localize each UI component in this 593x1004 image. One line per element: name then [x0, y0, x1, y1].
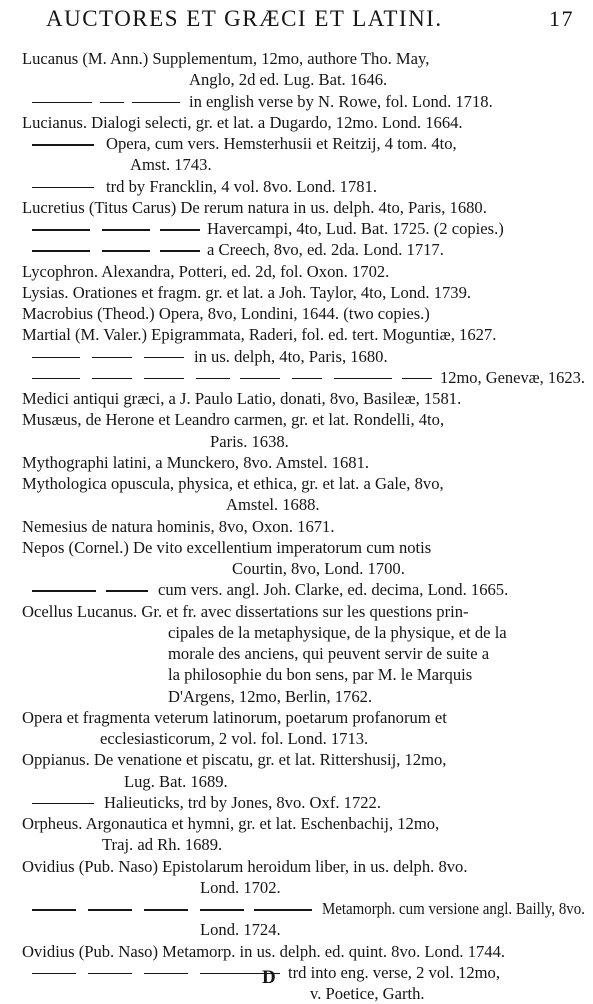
entry-text: Musæus, de Herone et Leandro carmen, gr. et lat. Rondelli, 4to,: [22, 410, 445, 430]
entry-line: [0, 409, 593, 430]
entry-text: Lucanus (M. Ann.) Supplementum, 12mo, authore Tho. May,: [22, 49, 430, 68]
entry-line: [0, 197, 593, 218]
entry-line: [0, 176, 593, 197]
entry-text: Metamorph. cum versione angl. Bailly, 8vo.: [322, 899, 585, 918]
ditto-rule: [32, 973, 76, 975]
entry-line: [0, 664, 593, 685]
entry-text: Havercampi, 4to, Lud. Bat. 1725. (2 copies.): [207, 219, 504, 238]
entry-line: [0, 388, 593, 409]
entry-text: morale des anciens, qui peuvent servir de suite a: [168, 644, 490, 663]
ditto-rule: [132, 102, 180, 104]
entry-line: [0, 813, 593, 834]
entry-line: [0, 919, 593, 940]
entry-text: Amstel. 1688.: [226, 495, 320, 515]
running-title: AUCTORES ET GRÆCI ET LATINI.: [46, 6, 443, 31]
ditto-rule: [254, 909, 312, 911]
entry-text: Paris. 1638.: [210, 431, 289, 451]
entry-text: Lond. 1702.: [200, 877, 281, 897]
entry-line: [0, 558, 593, 579]
entry-line: [0, 112, 593, 133]
ditto-rule: [102, 229, 150, 231]
ditto-rule: [334, 378, 392, 380]
entry-text: Macrobius (Theod.) Opera, 8vo, Londini, 1644. (two copies.): [22, 304, 430, 323]
signature-mark: D: [262, 967, 276, 988]
ditto-rule: [292, 378, 322, 380]
entry-text: Lycophron. Alexandra, Potteri, ed. 2d, fol. Oxon. 1702.: [22, 261, 390, 281]
entry-line: [0, 324, 593, 345]
running-header: [0, 4, 593, 40]
entry-line: [0, 792, 593, 813]
entry-line: [0, 601, 593, 622]
entry-line: [0, 282, 593, 303]
entry-text: 12mo, Genevæ, 1623.: [440, 367, 585, 387]
entry-text: Orpheus. Argonautica et hymni, gr. et lat. Eschenbachij, 12mo,: [22, 814, 440, 833]
ditto-rule: [240, 378, 280, 380]
entry-line: [0, 749, 593, 770]
ditto-rule: [102, 250, 150, 252]
entry-text: Martial (M. Valer.) Epigrammata, Raderi, fol. ed. tert. Moguntiæ, 1627.: [22, 325, 497, 345]
ditto-rule: [160, 229, 200, 231]
ditto-rule: [32, 378, 80, 380]
entry-text: Nemesius de natura hominis, 8vo, Oxon. 1671.: [22, 516, 335, 536]
entry-text: Mythographi latini, a Munckero, 8vo. Amstel. 1681.: [22, 452, 370, 472]
entry-line: [0, 133, 593, 154]
entry-text: trd by Francklin, 4 vol. 8vo. Lond. 1781.: [106, 176, 378, 196]
catalogue-entries: [0, 48, 593, 1004]
entry-line: [0, 707, 593, 728]
entry-text: Lysias. Orationes et fragm. gr. et lat. a Joh. Taylor, 4to, Lond. 1739.: [22, 282, 472, 302]
page-number: 17: [549, 6, 574, 31]
entry-line: [0, 239, 593, 260]
entry-line: [0, 983, 593, 1004]
entry-text: Opera, cum vers. Hemsterhusii et Reitzij, 4 tom. 4to,: [106, 134, 457, 153]
entry-line: [0, 91, 593, 112]
ditto-rule: [144, 378, 184, 380]
entry-line: [0, 48, 593, 69]
entry-text: la philosophie du bon sens, par M. le Marquis: [168, 665, 473, 685]
entry-line: [0, 856, 593, 877]
ditto-rule: [402, 378, 432, 380]
entry-line: [0, 686, 593, 707]
entry-text: Lucianus. Dialogi selecti, gr. et lat. a Dugardo, 12mo. Lond. 1664.: [22, 112, 463, 132]
entry-text: Mythologica opuscula, physica, et ethica, gr. et lat. a Gale, 8vo,: [22, 474, 444, 493]
ditto-rule: [196, 378, 230, 380]
entry-text: v. Poetice, Garth.: [310, 984, 425, 1003]
entry-line: [0, 154, 593, 175]
ditto-rule: [32, 102, 92, 104]
entry-text: Traj. ad Rh. 1689.: [102, 835, 223, 855]
entry-line: [0, 771, 593, 792]
entry-text: Oppianus. De venatione et piscatu, gr. et lat. Rittershusij, 12mo,: [22, 750, 447, 770]
ditto-rule: [92, 378, 132, 380]
entry-line: [0, 303, 593, 324]
ditto-rule: [88, 909, 132, 911]
entry-text: Courtin, 8vo, Lond. 1700.: [232, 559, 405, 578]
entry-line: [0, 261, 593, 282]
entry-line: [0, 367, 593, 388]
entry-text: Ovidius (Pub. Naso) Metamorp. in us. delph. ed. quint. 8vo. Lond. 1744.: [22, 941, 506, 961]
entry-line: [0, 834, 593, 855]
entry-line: [0, 537, 593, 558]
entry-line: [0, 69, 593, 90]
entry-line: [0, 218, 593, 239]
entry-text: Opera et fragmenta veterum latinorum, poetarum profanorum et: [22, 707, 447, 727]
entry-line: [0, 431, 593, 452]
entry-text: Anglo, 2d ed. Lug. Bat. 1646.: [189, 70, 388, 90]
entry-line: [0, 728, 593, 749]
entry-line: [0, 877, 593, 898]
ditto-rule: [144, 357, 184, 359]
ditto-rule: [200, 909, 244, 911]
entry-line: [0, 494, 593, 515]
entry-line: [0, 516, 593, 537]
entry-text: in english verse by N. Rowe, fol. Lond. 1718.: [189, 91, 493, 111]
ditto-rule: [32, 803, 94, 805]
ditto-rule: [32, 909, 76, 911]
entry-text: Lucretius (Titus Carus) De rerum natura in us. delph. 4to, Paris, 1680.: [22, 197, 487, 217]
entry-line: [0, 898, 593, 919]
entry-line: [0, 579, 593, 600]
entry-line: [0, 941, 593, 962]
entry-text: cipales de la metaphysique, de la physique, et de la: [168, 622, 507, 642]
entry-text: Ocellus Lucanus. Gr. et fr. avec dissertations sur les questions prin-: [22, 601, 469, 621]
entry-line: [0, 622, 593, 643]
ditto-rule: [32, 187, 94, 189]
ditto-rule: [100, 102, 124, 104]
ditto-rule: [92, 357, 132, 359]
ditto-rule: [144, 909, 188, 911]
entry-text: Halieuticks, trd by Jones, 8vo. Oxf. 1722.: [104, 792, 381, 812]
ditto-rule: [32, 144, 94, 146]
entry-text: Nepos (Cornel.) De vito excellentium imperatorum cum notis: [22, 537, 432, 557]
ditto-rule: [32, 229, 90, 231]
entry-text: Amst. 1743.: [130, 155, 212, 175]
entry-text: Ovidius (Pub. Naso) Epistolarum heroidum liber, in us. delph. 8vo.: [22, 856, 468, 876]
ditto-rule: [32, 250, 90, 252]
entry-text: in us. delph, 4to, Paris, 1680.: [194, 346, 388, 366]
entry-text: Lug. Bat. 1689.: [124, 771, 228, 791]
ditto-rule: [32, 357, 80, 359]
entry-line: [0, 643, 593, 664]
entry-text: Medici antiqui græci, a J. Paulo Latio, donati, 8vo, Basileæ, 1581.: [22, 389, 462, 408]
entry-text: Lond. 1724.: [200, 920, 281, 940]
entry-text: cum vers. angl. Joh. Clarke, ed. decima, Lond. 1665.: [158, 580, 509, 600]
ditto-rule: [160, 250, 200, 252]
ditto-rule: [144, 973, 188, 975]
ditto-rule: [32, 590, 96, 592]
entry-text: ecclesiasticorum, 2 vol. fol. Lond. 1713.: [100, 729, 369, 748]
ditto-rule: [88, 973, 132, 975]
entry-line: [0, 962, 593, 983]
entry-line: [0, 473, 593, 494]
entry-text: D'Argens, 12mo, Berlin, 1762.: [168, 686, 373, 706]
entry-line: [0, 452, 593, 473]
entry-line: [0, 346, 593, 367]
entry-text: trd into eng. verse, 2 vol. 12mo,: [288, 962, 500, 982]
ditto-rule: [106, 590, 148, 592]
entry-text: a Creech, 8vo, ed. 2da. Lond. 1717.: [207, 240, 444, 260]
